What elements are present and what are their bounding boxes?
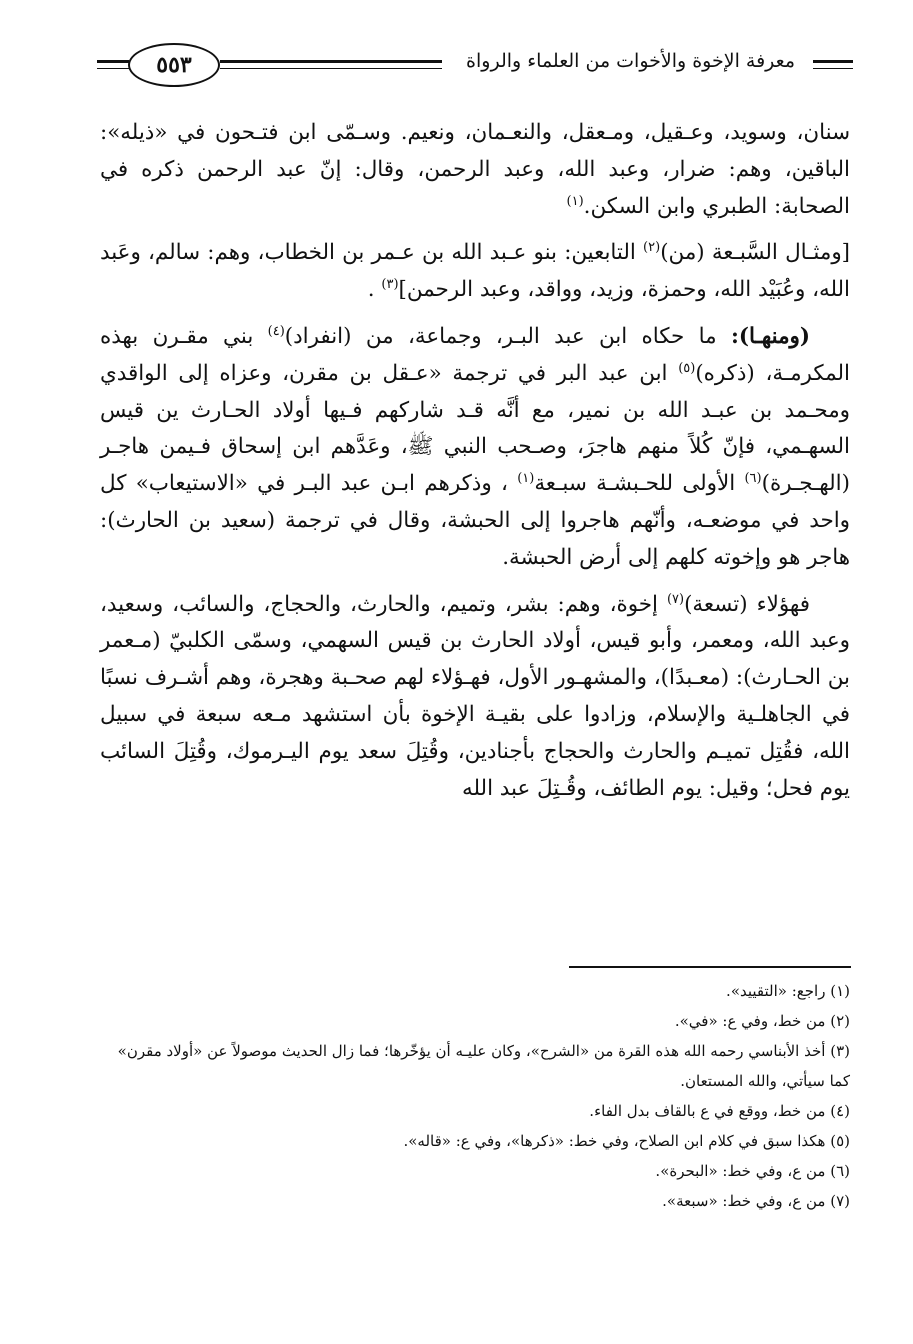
paragraph-3 (100, 319, 850, 577)
header-rule-right-thick (813, 60, 853, 63)
footnote-ref: (٤) (267, 323, 285, 339)
footnote-5 (100, 1126, 850, 1156)
header-rule-left-thin (97, 68, 129, 69)
footnote-2 (100, 1006, 850, 1036)
footnote-number: (٤) (830, 1102, 850, 1120)
paragraph-3-text-a: ما حكاه ابن عبد البـر، وجماعة، من (انفراد) (284, 323, 731, 349)
footnote-ref: (٧) (666, 591, 685, 607)
page-number: ٥٥٣ (128, 43, 220, 87)
footnote-separator (569, 966, 851, 968)
header-rule-middle-thin (220, 68, 442, 69)
footnote-6 (100, 1156, 850, 1186)
page-header (0, 0, 913, 110)
footnote-number: (٦) (830, 1162, 850, 1180)
footnote-number: (٢) (830, 1012, 850, 1030)
paragraph-3-text-e: ، وذكرهم ابـن عبد البـر في «الاستيعاب» كل واحد في موضعـه، وأنّهم هاجروا إلى الحبشة، وقال في ترجمة (سعيد بن الحارث): هاجر هو وإخوته كلهم إلى أرض الحبشة. (100, 471, 850, 570)
footnote-3 (100, 1036, 850, 1096)
footnote-ref: (١) (517, 471, 535, 487)
footnote-4 (100, 1096, 850, 1126)
footnote-number: (٧) (830, 1192, 850, 1210)
footnote-number: (١) (830, 982, 850, 1000)
paragraph-2-text-b: التابعين: بنو عـبد الله بن عـمر بن الخطاب، وهم: سالم، وعَبد الله، وعُبَيْد الله، وحمزة، وزيد، وواقد، وعبد الرحمن] (100, 240, 850, 303)
footnote-text: هكذا سبق في كلام ابن الصلاح، وفي خط: «ذكرها»، وفي ع: «قاله». (403, 1132, 826, 1150)
footnote-text: من ع، وفي خط: «البحرة». (655, 1162, 826, 1180)
footnotes (100, 976, 850, 1216)
footnote-number: (٥) (830, 1132, 850, 1150)
footnote-text: من خط، ووقع في ع بالقاف بدل الفاء. (589, 1102, 826, 1120)
header-rule-middle-thick (220, 60, 442, 63)
paragraph-2-text-c: . (367, 277, 382, 303)
footnote-text: راجع: «التقييد». (726, 982, 826, 1000)
paragraph-3-text-d: الأولى للحـبشـة سبـعة (534, 471, 745, 497)
footnote-ref: (٦) (744, 471, 762, 487)
footnote-text: أخذ الأبناسي رحمه الله هذه القرة من «الشرح»، وكان عليـه أن يؤخّرها؛ فما زال الحديث موصولاً عن «أولاد مقرن» كما سيأتي، والله المستعان. (117, 1042, 850, 1090)
paragraph-4-text-b: إخوة، وهم: بشر، وتميم، والحارث، والحجاج، والسائب، وسعيد، وعبد الله، ومعمر، وأبو قيس، أولاد الحارث بن قيس السهمي، وسمّى الكلبيّ (مـعمر بن الحـارث): (معـبدًا)، والمشهـور الأول، فهـؤلاء لهم صحـبة وهجرة، وهم أشـرف نسبًا في الجاهلـية والإسلام، وزادوا على بقيـة الإخوة بأن استشهد مـعه سبعة في سبيل الله، فقُتِل تميـم والحارث والحجاج بأجنادين، وقُتِلَ سعد يوم اليـرموك، وقُتِلَ السائب يوم فحل؛ وقيل: يوم الطائف، وقُـتِلَ عبد الله (100, 591, 850, 801)
paragraph-3-lead: (ومنهـا): (730, 323, 810, 349)
footnote-ref: (٢) (643, 240, 661, 256)
main-text (100, 115, 850, 807)
paragraph-4-text-a: فهؤلاء (تسعة) (684, 591, 810, 617)
paragraph-3-text-b: بني مقـرن بهذه المكرمـة، (ذكره) (100, 323, 850, 386)
footnote-ref: (٥) (678, 360, 696, 376)
footnote-text: من ع، وفي خط: «سبعة». (662, 1192, 826, 1210)
paragraph-1 (100, 115, 850, 225)
footnote-number: (٣) (830, 1042, 850, 1060)
paragraph-4 (100, 587, 850, 808)
footnote-ref: (٣) (381, 277, 399, 293)
paragraph-2-text-a: [ومثـال السَّبـعة (من) (660, 240, 850, 266)
footnote-1 (100, 976, 850, 1006)
paragraph-1-text: سنان، وسويد، وعـقيل، ومـعقل، والنعـمان، ونعيم. وسـمّى ابن فتـحون في «ذيله»: الباقين، وهم: ضرار، وعبد الله، وعبد الرحمن، وقال: إنّ عبد الرحمن ذكره في الصحابة: الطبري وابن السكن. (100, 120, 850, 219)
header-rule-left-thick (97, 60, 129, 63)
footnote-ref: (١) (566, 193, 584, 209)
footnote-7 (100, 1186, 850, 1216)
running-title: معرفة الإخوة والأخوات من العلماء والرواة (466, 50, 795, 72)
footnote-text: من خط، وفي ع: «في». (674, 1012, 826, 1030)
paragraph-2 (100, 235, 850, 309)
header-rule-right-thin (813, 68, 853, 69)
paragraph-3-text-c: ابن عبد البر في ترجمة «عـقل بن مقرن، وعزاه إلى الواقدي ومحـمد بن عبـد الله بن نمير، مع أنَّه قـد شاركهم فـيها أولاد الحـارث ين قيس السهـمي، فإنّ كُلاً منهم هاجرَ، وصـحب النبي ﷺ، وعَدَّهم ابن إسحاق فـيمن هاجـر (الهـجـرة) (100, 360, 850, 497)
